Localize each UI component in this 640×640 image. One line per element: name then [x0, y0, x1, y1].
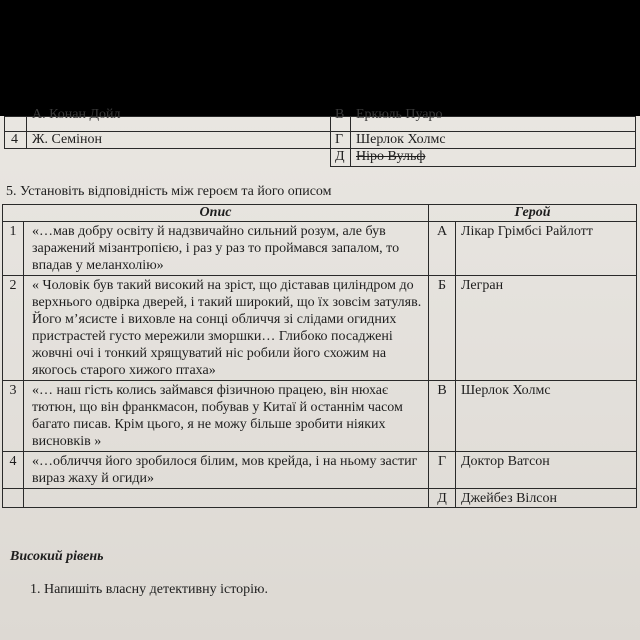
top-row-hero: Шерлок Холмс — [356, 132, 446, 147]
cut-letter-text: В — [335, 107, 345, 122]
row-number: 3 — [3, 381, 24, 452]
row-letter: Б — [429, 276, 456, 381]
table-row — [3, 489, 637, 508]
row-hero: Лікар Грімбсі Райлотт — [456, 222, 637, 276]
row-description — [24, 489, 429, 508]
table-row — [3, 222, 637, 276]
row-letter: Г — [429, 452, 456, 489]
row-description: «…мав добру освіту й надзвичайно сильний розум, але був заражений мізантропією, і раз у раз то проймався запалом, то впадав у меланхолію» — [24, 222, 429, 276]
matching-table — [2, 204, 637, 508]
row-number: 2 — [3, 276, 24, 381]
top-row-author: Ж. Семінон — [32, 132, 102, 147]
top-row-letter: Г — [335, 132, 344, 147]
column-header-hero: Герой — [429, 205, 637, 222]
column-header-description: Опис — [3, 205, 429, 222]
table-row — [3, 452, 637, 489]
top-table-fragment — [4, 107, 636, 172]
cut-hero-text: Еркюль Пуаро — [356, 107, 443, 122]
worksheet-page — [0, 107, 640, 640]
table-row — [3, 276, 637, 381]
row-hero: Легран — [456, 276, 637, 381]
row-hero: Джейбез Вілсон — [456, 489, 637, 508]
table-row — [3, 381, 637, 452]
row-description: «…обличчя його зробилося білим, мов крейда, і на ньому застиг вираз жаху й огиди» — [24, 452, 429, 489]
cut-author-text: А. Конан Дойл — [32, 107, 121, 122]
row-letter: А — [429, 222, 456, 276]
row-description: «… наш гість колись займався фізичною працею, він нюхає тютюн, що він франкмасон, побував у Китаї й останнім часом багато писав. Крім цього, я не можу більше зробити ніяких висновків » — [24, 381, 429, 452]
level-heading: Високий рівень — [10, 549, 104, 564]
row-description: « Чоловік був такий високий на зріст, що діставав циліндром до верхнього одвірка дверей, і такий широкий, що їх зовсім затуляв. Його м’ясисте і виховле на сонці обличчя зі слідами огидних пристрастей густо мережили зморшки… Глибоко посаджені жовчні очі і тонкий хрящуватий ніс робили його схожим на якогось старого хижого птаха» — [24, 276, 429, 381]
row-hero: Доктор Ватсон — [456, 452, 637, 489]
top-row-number: 4 — [11, 132, 18, 147]
row-letter: В — [429, 381, 456, 452]
assignment-text: 1. Напишіть власну детективну історію. — [30, 582, 269, 597]
header-row — [3, 205, 637, 222]
row-letter: Д — [429, 489, 456, 508]
row-hero: Шерлок Холмс — [456, 381, 637, 452]
top-row-letter-d: Д — [335, 149, 345, 164]
top-row-hero-d: Ніро Вульф — [356, 149, 426, 164]
row-number: 4 — [3, 452, 24, 489]
row-number — [3, 489, 24, 508]
task-title: 5. Установіть відповідність між героєм та його описом — [6, 184, 332, 199]
row-number: 1 — [3, 222, 24, 276]
